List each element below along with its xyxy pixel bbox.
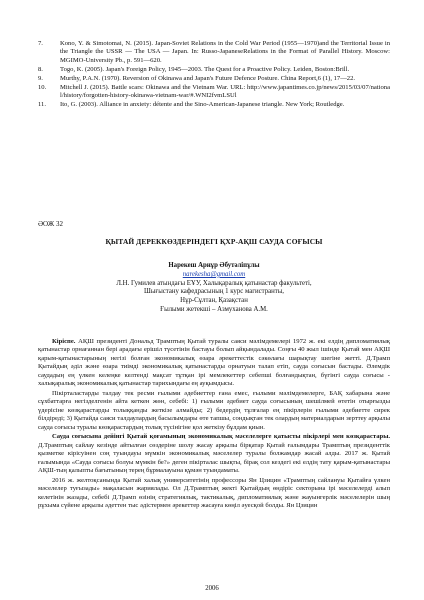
section-heading: Сауда соғысына дейінгі Қытай қоғамының экономикалық мәселелерге қатысты пікірлері мен көзқарастары. bbox=[52, 433, 390, 441]
reference-item bbox=[38, 66, 390, 74]
reference-item bbox=[38, 101, 390, 109]
reference-text: Mitchell J. (2015). Battle scars: Okinawa and the Vietnam War. URL: http://www.japantimes.co.jp/news/2015/03/07/national/history/forgotten-history-okinawa-vietnam-war/#.WNI2fvmLSUl bbox=[60, 83, 390, 99]
reference-item bbox=[38, 75, 390, 83]
reference-text: Togo, K. (2005). Japan's Foreign Policy, 1945—2003. The Quest for a Proactive Policy. Leiden, Boston:Brill. bbox=[60, 65, 350, 73]
affiliation-line: Л.Н. Гумилев атындағы ЕҰУ, Халықаралық қатынастар факультеті, bbox=[116, 279, 312, 287]
paragraph-introduction bbox=[38, 338, 390, 388]
reference-item bbox=[38, 40, 390, 65]
paragraph-text: АҚШ президенті Дональд Трамптың Қытай туралы саяси мәлімдемелері 1972 ж. екі елдің дипломатиялық қатынастар орнағаннан бері арадағы ерішіл түсетінін бастауы болып айқындалады. Соңғы 40 жыл ішінде Қытай мен АҚШ қарым-қатынастарының негізі болған экономикалық өзара әрекеттестік сәкөлағы шарықтау шегіне жетті. Д.Трамп Қытайдың әділ және өзара тиімді экономикалық қатынастарды орнатуын талап етіп, сауда соғысын бастады. Әлемдік саудадың ең үлкен келеңке келтенді мақсат тұтқан ірі мемлекеттер себепші болғандықтан, бүгінгі сауда соғысы - халықаралық экономикалық қатынастар тарихындағы ең ауқымдысы. bbox=[38, 338, 390, 388]
reference-text: Murthy, P.A.N. (1970). Reversion of Okinawa and Japan's Future Defence Posture. China Report,6 (1), 17—22. bbox=[60, 74, 356, 82]
reference-text: Ito, G. (2003). Alliance in anxiety: détente and the Sino-American-Japanese triangle. New York; Routledge. bbox=[60, 100, 345, 108]
author-block bbox=[38, 262, 390, 315]
paragraph-text: Д.Трамптың сайлау кезінде айтылған сөздеріне шолу жасау арқылы бірқатар Қытай ғалымдары Трамптың президенттік қызметке кірісуінен соң туындауы мүмкін экономикалық мәселелер туралы болжамдар жасай алды. 2017 ж. Қытай ғалымында «Сауда соғысы болуы мүмкін бе?» деген пікірталас шықты, бірақ сол кездегі екі елдің тату қарым-қатынастары АҚШ-тың қалыпты бағытының терең бұрмалауына құмән туындаматы. bbox=[38, 441, 390, 475]
author-name: Нарекеш Арнұр Әбутәліпұлы bbox=[168, 262, 260, 269]
page-number: 2006 bbox=[205, 585, 219, 592]
affiliation-line: Нұр-Сұлтан, Қазақстан bbox=[180, 297, 248, 305]
udc-code: ӘОЖ 32 bbox=[38, 220, 63, 228]
author-email-link[interactable]: narekesha@gmail.com bbox=[182, 270, 246, 278]
affiliation-line: Шығыстану кафедрасының 1 курс магистранты, bbox=[143, 288, 285, 296]
paragraph-lead: Кіріспе. bbox=[52, 338, 76, 345]
reference-number: 10. bbox=[38, 83, 47, 91]
reference-number: 8. bbox=[38, 65, 43, 73]
reference-number: 9. bbox=[38, 74, 43, 82]
paragraph-section bbox=[38, 433, 390, 475]
article-title: ҚЫТАЙ ДЕРЕККӨЗДЕРІНДЕГІ ҚХР-АҚШ САУДА СОҒЫСЫ bbox=[105, 237, 323, 246]
reference-number: 11. bbox=[38, 100, 46, 108]
supervisor-line: Ғылыми жетекші – Азмуханова А.М. bbox=[160, 305, 268, 313]
reference-list bbox=[38, 40, 390, 110]
paragraph: 2016 ж. желтоқсанында Қытай халық университетінің профессоры Ян Цзицин «Трамптың сайлануы Қытайға үлкен мәселелер туғызады» мақаласын жариялады. Ол Д.Трамптың жекті Қытайдың өндіріс секторына ірі мәселелерді алып келетінін жазады, себебі Д.Трамп өзінің стратегиялық, тактикалық, дипломатиялық және жауынгерлік мәселелерін шың рұхыма сүйене арқылы әдеттен тыс әдістермен әрекеттер жасауға көңіл әуесқой болды. Ян Цзицин bbox=[38, 477, 390, 510]
article-body bbox=[38, 338, 390, 512]
reference-text: Kono, Y. & Simotomai, N. (2015). Japan-Soviet Relations in the Cold War Period (1955—1970)and the Territorial Issue in the Triangle the USSR — The USA — Japan. In: Russo-JapaneseRelations in the Format of Parallel History. Moscow: MGIMO-University Pb., p. 591—620. bbox=[60, 40, 390, 64]
reference-number: 7. bbox=[38, 40, 43, 47]
paragraph: Пікірталастарды талдау тек ресми ғылыми әдебиеттер ғана емес, ғылыми мәлімдемелерге, БАҚ хабарына және сұхбаттарға негізделгенін айта кеткен жөн, себебі: 1) ғылыми әдебиет сауда соғысының шешілмей өтетін отырғызды үдерісіне көзқарастарды толыққанды жеткізе алмайды; 2) бедердің тұлғалар ең пікірлерін ғылыми әдебиетте сирек білдіреді; 3) Қытайда саяси талдаулардың басылымдары өте тапшы, сондықтан тек олардың материалдарын зерттеу арқылы сауда соғысы туралы көзқарастардың толық түсінігіне қол жеткізу бұлдам қиын. bbox=[38, 389, 390, 431]
reference-item bbox=[38, 84, 390, 101]
